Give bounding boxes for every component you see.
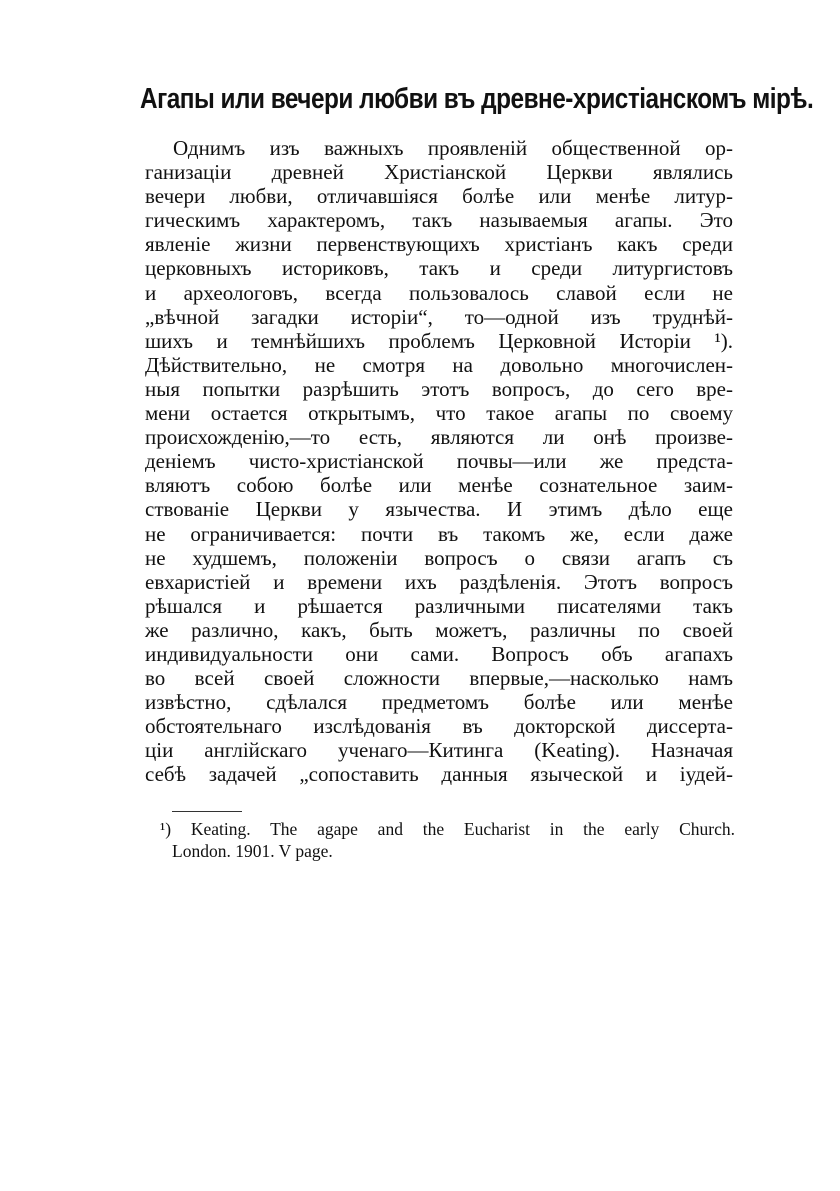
text-line: „вѣчной загадки исторіи“, то—одной изъ труднѣй-: [145, 304, 733, 329]
text-line: ціи англійскаго ученаго—Китинга (Keating). Назначая: [145, 738, 733, 763]
text-line: не ограничивается: почти въ такомъ же, если даже: [145, 521, 733, 546]
text-line: гическимъ характеромъ, такъ называемыя агапы. Это: [145, 208, 733, 233]
text-line: и археологовъ, всегда пользовалось славой если не: [145, 280, 733, 305]
text-line: обстоятельнаго изслѣдованія въ докторской диссерта-: [145, 714, 733, 739]
text-line: не худшемъ, положеніи вопросъ о связи агапъ съ: [145, 545, 733, 570]
body-text: [145, 136, 733, 787]
footnote-separator: [172, 811, 242, 812]
text-line: Дѣйствительно, не смотря на довольно многочислен-: [145, 352, 733, 377]
text-line: себѣ задачей „сопоставить данныя языческой и іудей-: [145, 762, 733, 787]
text-line: ныя попытки разрѣшить этотъ вопросъ, до сего вре-: [145, 376, 733, 401]
text-line: ствованіе Церкви у язычества. И этимъ дѣло еще: [145, 497, 733, 522]
text-line: церковныхъ историковъ, такъ и среди литургистовъ: [145, 256, 733, 281]
text-line: же различно, какъ, быть можетъ, различны по своей: [145, 617, 733, 642]
text-line: происхожденію,—то есть, являются ли онѣ произве-: [145, 425, 733, 450]
text-line: евхаристіей и времени ихъ раздѣленія. Этотъ вопросъ: [145, 569, 733, 594]
footnote-line: London. 1901. V page.: [172, 841, 333, 861]
text-line: деніемъ чисто-христіанской почвы—или же предста-: [145, 449, 733, 474]
text-line: вляютъ собою болѣе или менѣе сознательное заим-: [145, 473, 733, 498]
text-line: мени остается открытымъ, что такое агапы по своему: [145, 401, 733, 426]
text-line: Однимъ изъ важныхъ проявленій общественной ор-: [173, 136, 733, 160]
text-line: рѣшался и рѣшается различными писателями такъ: [145, 593, 733, 618]
page-title: Агапы или вечери любви въ древне-христіанскомъ мірѣ.: [140, 83, 814, 115]
footnote: [160, 818, 735, 862]
text-line: ганизаціи древней Христіанской Церкви являлись: [145, 160, 733, 185]
footnote-line: ¹) Keating. The agape and the Eucharist in the early Church.: [160, 819, 735, 839]
text-line: во всей своей сложности впервые,—насколько намъ: [145, 666, 733, 691]
text-line: индивидуальности они сами. Вопросъ объ агапахъ: [145, 641, 733, 666]
text-line: извѣстно, сдѣлался предметомъ болѣе или менѣе: [145, 690, 733, 715]
text-line: шихъ и темнѣйшихъ проблемъ Церковной Исторіи ¹).: [145, 328, 733, 353]
text-line: вечери любви, отличавшіяся болѣе или менѣе литур-: [145, 184, 733, 209]
text-line: явленіе жизни первенствующихъ христіанъ какъ среди: [145, 232, 733, 257]
